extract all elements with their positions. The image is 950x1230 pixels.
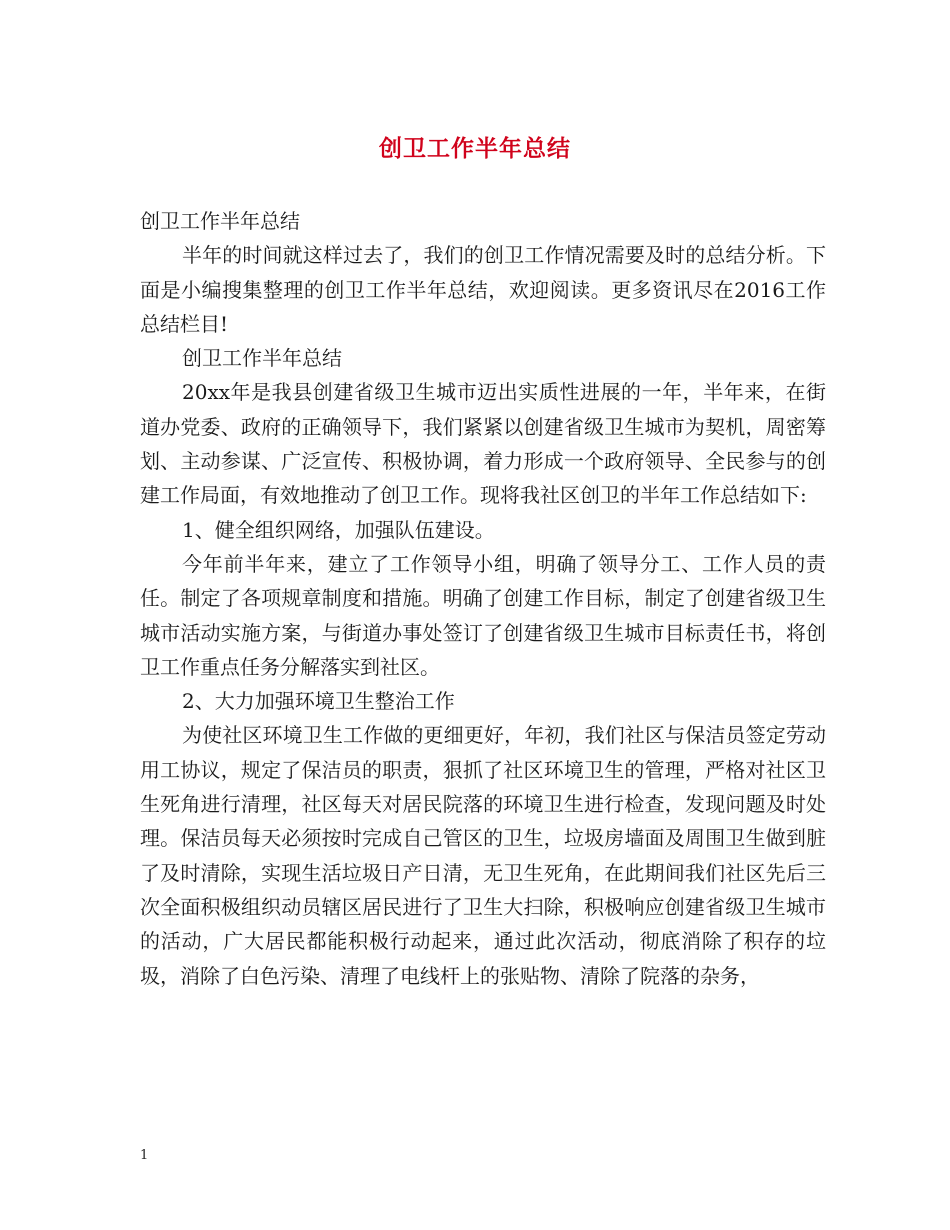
- section-heading: 1、健全组织网络，加强队伍建设。: [182, 517, 495, 542]
- paragraph: 今年前半年来，建立了工作领导小组，明确了领导分工、工作人员的责任。制定了各项规章制度和措施。明确了创建工作目标，制定了创建省级卫生城市活动实施方案，与街道办事处签订了创建省级卫生城市目标责任书，将创卫工作重点任务分解落实到社区。: [140, 551, 826, 679]
- document-body: [140, 204, 826, 993]
- document-title: 创卫工作半年总结: [379, 135, 571, 162]
- paragraph: 为使社区环境卫生工作做的更细更好，年初，我们社区与保洁员签定劳动用工协议，规定了保洁员的职责，狠抓了社区环境卫生的管理，严格对社区卫生死角进行清理，社区每天对居民院落的环境卫生进行检查，发现问题及时处理。保洁员每天必须按时完成自己管区的卫生，垃圾房墙面及周围卫生做到脏了及时清除，实现生活垃圾日产日清，无卫生死角，在此期间我们社区先后三次全面积极组织动员辖区居民进行了卫生大扫除，积极响应创建省级卫生城市的活动，广大居民都能积极行动起来，通过此次活动，彻底消除了积存的垃圾，消除了白色污染、清理了电线杆上的张贴物、清除了院落的杂务，: [140, 723, 826, 988]
- section-heading: 2、大力加强环境卫生整治工作: [182, 689, 455, 714]
- paragraph: 20xx年是我县创建省级卫生城市迈出实质性进展的一年，半年来，在街道办党委、政府的正确领导下，我们紧紧以创建省级卫生城市为契机，周密筹划、主动参谋、广泛宣传、积极协调，着力形成一个政府领导、全民参与的创建工作局面，有效地推动了创卫工作。现将我社区创卫的半年工作总结如下:: [140, 380, 826, 508]
- paragraph: 创卫工作半年总结: [140, 209, 300, 233]
- paragraph: 创卫工作半年总结: [182, 346, 342, 371]
- page-number: 1: [140, 1148, 149, 1163]
- paragraph: 半年的时间就这样过去了，我们的创卫工作情况需要及时的总结分析。下面是小编搜集整理的创卫工作半年总结，欢迎阅读。更多资讯尽在2016工作总结栏目!: [140, 243, 826, 336]
